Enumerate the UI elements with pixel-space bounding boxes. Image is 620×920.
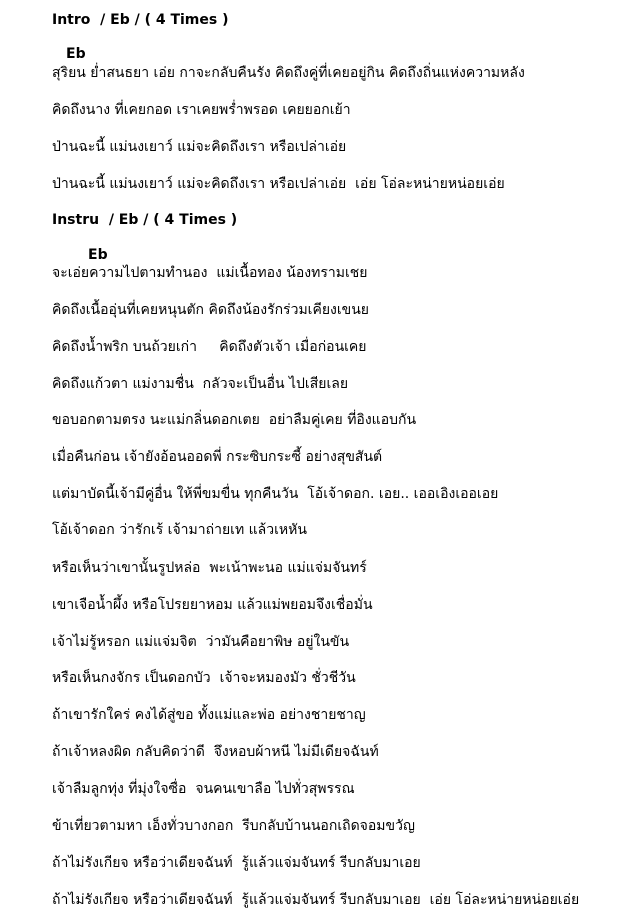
lyric-line: เมื่อคืนก่อน เจ้ายังอ้อนออดพี่ กระซิบกระซี้ อย่างสุขสันต์ xyxy=(52,449,383,465)
lyric-line: ถ้าไม่รังเกียจ หรือว่าเดียจฉันท์ รู้แล้วแจ่มจันทร์ รีบกลับมาเอย เอ่ย โอ่ละหน่ายหน่อยเอ่ย xyxy=(52,892,580,908)
lyric-line: แต่มาบัดนี้เจ้ามีคู่อื่น ให้พี่ขมขื่น ทุกคืนวัน โอ้เจ้าดอก. เอย.. เออเอิงเออเอย xyxy=(52,486,499,502)
lyric-line: คิดถึงนาง ที่เคยกอด เราเคยพร่ำพรอด เคยยอกเย้า xyxy=(52,102,351,118)
lyric-line: หรือเห็นกงจักร เป็นดอกบัว เจ้าจะหมองมัว ชั่วชีวัน xyxy=(52,670,356,686)
lyric-line: หรือเห็นว่าเขานั้นรูปหล่อ พะเน้าพะนอ แม่แจ่มจันทร์ xyxy=(52,560,367,576)
lyric-line: เขาเจือน้ำผึ้ง หรือโปรยยาหอม แล้วแม่พยอมจึงเชื่อมั่น xyxy=(52,597,373,613)
lyric-line: ถ้าเจ้าหลงผิด กลับคิดว่าดี จึงหอบผ้าหนี ไม่มีเดียจฉันท์ xyxy=(52,744,379,760)
lyric-line: เจ้าไม่รู้หรอก แม่แจ่มจิต ว่ามันคือยาพิษ อยู่ในขัน xyxy=(52,634,350,650)
lyric-line: ข้าเที่ยวตามหา เอ็งทั่วบางกอก รีบกลับบ้านนอกเถิดจอมขวัญ xyxy=(52,818,415,834)
lyric-line: ถ้าไม่รังเกียจ หรือว่าเดียจฉันท์ รู้แล้วแจ่มจันทร์ รีบกลับมาเอย xyxy=(52,855,421,871)
lyric-line: สุริยน ย่ำสนธยา เอ่ย กาจะกลับคืนรัง คิดถึงคู่ที่เคยอยู่กิน คิดถึงถิ่นแห่งความหลัง xyxy=(52,65,525,81)
lyric-line: คิดถึงน้ำพริก บนถ้วยเก่า คิดถึงตัวเจ้า เมื่อก่อนเคย xyxy=(52,339,367,355)
intro-chord: Eb xyxy=(66,46,86,62)
lyric-line: ป่านฉะนี้ แม่นงเยาว์ แม่จะคิดถึงเรา หรือเปล่าเอ่ย xyxy=(52,139,347,155)
lyric-line: ขอบอกตามตรง นะแม่กลิ่นดอกเตย อย่าลืมคู่เคย ที่อิงแอบกัน xyxy=(52,412,417,428)
intro-header: Intro / Eb / ( 4 Times ) xyxy=(52,12,229,28)
lyric-line: จะเอ่ยความไปตามทำนอง แม่เนื้อทอง น้องทรามเชย xyxy=(52,265,368,281)
lyric-line: คิดถึงแก้วตา แม่งามชื่น กลัวจะเป็นอื่น ไปเสียเลย xyxy=(52,376,349,392)
instru-header: Instru / Eb / ( 4 Times ) xyxy=(52,212,238,228)
instru-chord: Eb xyxy=(88,247,108,263)
lyric-line: คิดถึงเนื้ออุ่นที่เคยหนุนตัก คิดถึงน้องรักร่วมเคียงเขนย xyxy=(52,302,369,318)
lyric-line: ป่านฉะนี้ แม่นงเยาว์ แม่จะคิดถึงเรา หรือเปล่าเอ่ย เอ่ย โอ่ละหน่ายหน่อยเอ่ย xyxy=(52,176,505,192)
lyric-line: โอ้เจ้าดอก ว่ารักเร้ เจ้ามาถ่ายเท แล้วเหหัน xyxy=(52,522,307,538)
lyric-line: ถ้าเขารักใคร่ คงได้สู่ขอ ทั้งแม่และพ่อ อย่างชายชาญ xyxy=(52,707,366,723)
lyric-line: เจ้าลืมลูกทุ่ง ที่มุ่งใจซื่อ จนคนเขาลือ ไปทั่วสุพรรณ xyxy=(52,781,355,797)
